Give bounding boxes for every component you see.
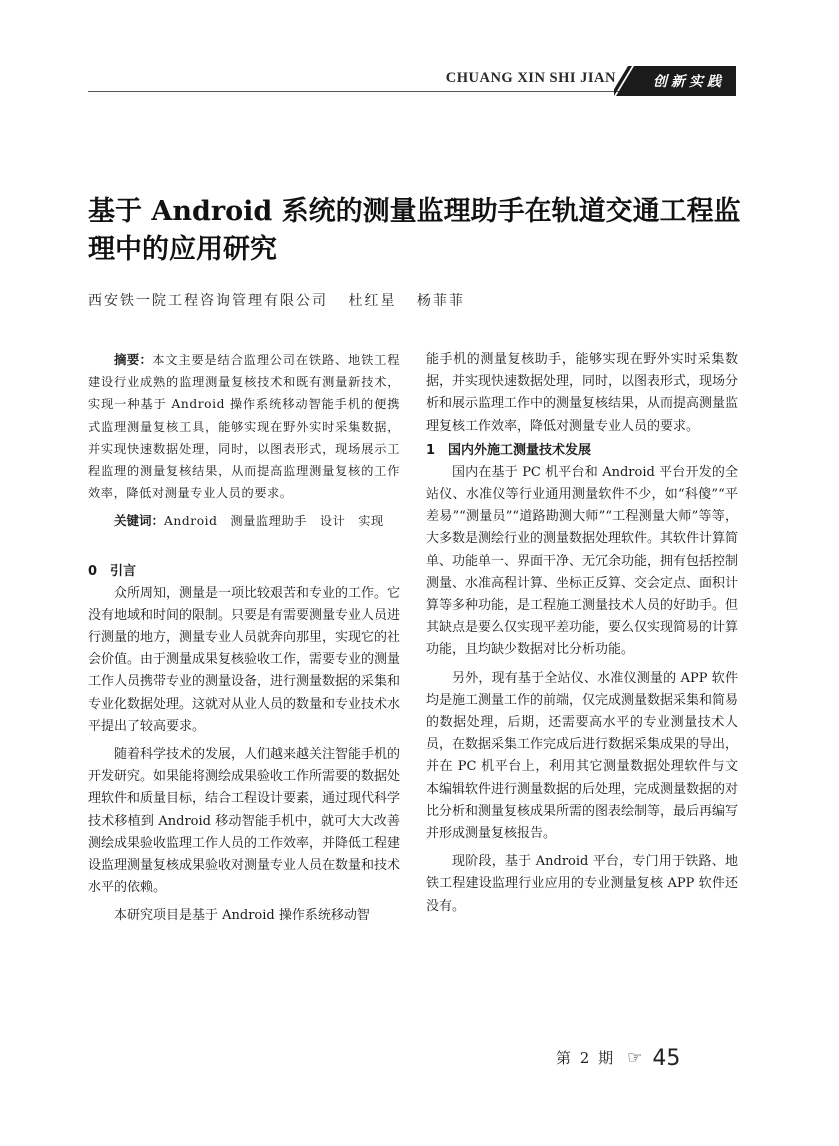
paragraph: 国内在基于 PC 机平台和 Android 平台开发的全站仪、水准仪等行业通用测量软件不少，如“科傻”“平差易”“测量员”“道路勘测大师”“工程测量大师”等等，大多数是测绘行业的测量数据处理软件。其软件计算简单、功能单一、界面干净、无冗余功能，拥有包括控制测量、水准高程计算、坐标正反算、交会定点、面积计算等多种功能，是工程施工测量技术人员的好助手。但其缺点是要么仅实现平差功能，要么仅实现简易的计算功能，且均缺少数据对比分析功能。 xyxy=(426,464,739,658)
keywords xyxy=(88,510,400,532)
journal-section-pinyin: CHUANG XIN SHI JIAN xyxy=(445,70,616,86)
keywords-text: Android 测量监理助手 设计 实现 xyxy=(164,514,384,529)
left-column xyxy=(88,349,400,928)
keywords-label: 关键词： xyxy=(114,513,165,529)
article-title: 基于 Android 系统的测量监理助手在轨道交通工程监理中的应用研究 xyxy=(88,196,741,265)
paragraph: 随着科学技术的发展，人们越来越关注智能手机的开发研究。如果能将测绘成果验收工作所需要的数据处理软件和质量目标，结合工程设计要素，通过现代科学技术移植到 Android 移动智能手机中，就可大大改善测绘成果验收监理工作人员的工作效率，并降低工程建设监理测量复核成果验收对测量专业人员在数量和技术水平的依赖。 xyxy=(88,747,401,896)
author-name: 杜红星 xyxy=(348,293,397,309)
section-heading: 0 引言 xyxy=(88,563,137,579)
paragraph-continued: 能手机的测量复核助手，能够实现在野外实时采集数据，并实现快速数据处理，同时，以图表形式，现场分析和展示监理工作中的测量复核结果，从而提高测量监理复核工作效率，降低对测量专业人员的要求。 xyxy=(426,352,739,434)
right-column xyxy=(426,349,738,918)
page-number: 45 xyxy=(652,1046,681,1071)
abstract-label: 摘要： xyxy=(114,352,153,367)
paragraph: 本研究项目是基于 Android 操作系统移动智 xyxy=(114,908,370,924)
author-line xyxy=(88,290,748,310)
issue-number: 第 2 期 xyxy=(556,1049,616,1067)
paragraph: 众所周知，测量是一项比较艰苦和专业的工作。它没有地域和时间的限制。只要是有需要测量专业人员进行测量的地方，测量专业人员就奔向那里，实现它的社会价值。由于测量成果复核验收工作，需要专业的测量工作人员携带专业的测量设备，进行测量数据的采集和专业化数据处理。这就对从业人员的数量和专业技术水平提出了较高要求。 xyxy=(88,585,401,734)
author-name: 杨菲菲 xyxy=(416,293,465,309)
paragraph: 另外，现有基于全站仪、水准仪测量的 APP 软件均是施工测量工作的前端，仅完成测量数据采集和简易的数据处理，后期，还需要高水平的专业测量技术人员，在数据采集工作完成后进行数据采集成果的导出，并在 PC 机平台上，利用其它测量数据处理软件与文本编辑软件进行测量数据的后处理，完成测量数据的对比分析和测量复核成果所需的图表绘制等，最后再编写并形成测量复核报告。 xyxy=(426,670,739,842)
paragraph: 现阶段，基于 Android 平台，专门用于铁路、地铁工程建设监理行业应用的专业测量复核 APP 软件还没有。 xyxy=(426,854,738,914)
badge-label: 创新实践 xyxy=(653,74,725,90)
abstract xyxy=(88,349,400,504)
abstract-text: 本文主要是结合监理公司在铁路、地铁工程建设行业成熟的监理测量复核技术和既有测量新技术，实现一种基于 Android 操作系统移动智能手机的便携式监理测量复核工具，能够实现在野外实时采集数据，并实现快速数据处理，同时，以图表形式，现场展示工程监理的测量复核结果，从而提高监理测量复核的工作效率，降低对测量专业人员的要求。 xyxy=(88,353,400,501)
journal-section-badge xyxy=(614,66,736,96)
header-rule xyxy=(88,91,654,92)
page-footer xyxy=(556,1046,680,1071)
section-heading: 1 国内外施工测量技术发展 xyxy=(426,442,592,458)
hand-pointer-icon: ☞ xyxy=(627,1048,643,1068)
affiliation: 西安铁一院工程咨询管理有限公司 xyxy=(88,293,328,309)
